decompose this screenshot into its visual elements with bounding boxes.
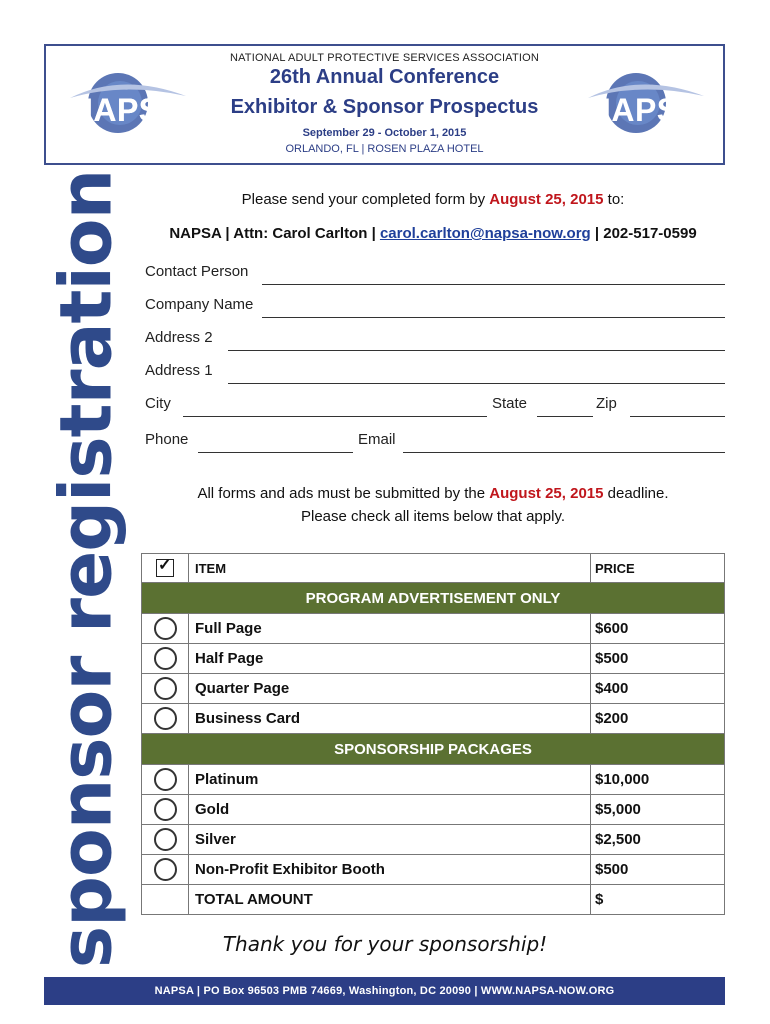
send-instructions	[141, 191, 725, 208]
total-row	[142, 885, 725, 915]
send-prefix: Please send your completed form by	[241, 191, 490, 208]
footer-bar: NAPSA | PO Box 96503 PMB 74669, Washington, DC 20090 | WWW.NAPSA-NOW.ORG	[44, 977, 725, 1005]
item-name: Silver	[189, 825, 591, 855]
item-name: Gold	[189, 795, 591, 825]
contact-email-link[interactable]: carol.carlton@napsa-now.org	[379, 225, 591, 242]
zip-label: Zip	[596, 395, 617, 412]
item-price: $200	[591, 704, 725, 734]
radio-circle-icon[interactable]	[154, 828, 177, 851]
price-column-header: PRICE	[591, 554, 725, 583]
address1-field[interactable]	[228, 383, 725, 384]
company-name-label: Company Name	[145, 296, 254, 313]
conference-header	[44, 44, 725, 165]
radio-circle-icon[interactable]	[154, 677, 177, 700]
item-name: Quarter Page	[189, 674, 591, 704]
table-row	[142, 614, 725, 644]
phone-field[interactable]	[198, 452, 353, 453]
deadline-prefix: All forms and ads must be submitted by the	[197, 485, 490, 502]
conference-dates: September 29 - October 1, 2015	[302, 127, 467, 139]
radio-circle-icon[interactable]	[154, 798, 177, 821]
section-band-sponsorship	[142, 734, 725, 765]
table-row	[142, 704, 725, 734]
item-price: $400	[591, 674, 725, 704]
logo-text: NAPSA	[587, 92, 703, 128]
radio-circle-icon[interactable]	[154, 768, 177, 791]
phone-label: Phone	[145, 431, 189, 448]
city-field[interactable]	[183, 416, 487, 417]
check-instructions: Please check all items below that apply.	[300, 508, 566, 525]
conference-venue: ORLANDO, FL | ROSEN PLAZA HOTEL	[285, 143, 484, 155]
state-label: State	[492, 395, 528, 412]
email-field[interactable]	[403, 452, 725, 453]
state-field[interactable]	[537, 416, 593, 417]
deadline-date: August 25, 2015	[489, 485, 604, 502]
section-band-ads	[142, 583, 725, 614]
item-name: Platinum	[189, 765, 591, 795]
item-column-header: ITEM	[189, 554, 591, 583]
item-name: Full Page	[189, 614, 591, 644]
deadline-note	[141, 485, 725, 502]
items-table	[141, 553, 725, 915]
contact-person-label: Contact Person	[145, 263, 249, 280]
section-title: PROGRAM ADVERTISEMENT ONLY	[142, 583, 725, 614]
city-label: City	[145, 395, 171, 412]
side-title-text: sponsor registration	[44, 169, 128, 969]
item-price: $5,000	[591, 795, 725, 825]
item-price: $500	[591, 855, 725, 885]
conference-title: 26th Annual Conference	[269, 66, 500, 88]
send-suffix: to:	[603, 191, 625, 208]
company-name-field[interactable]	[262, 317, 725, 318]
check-column-header	[142, 554, 189, 583]
table-row	[142, 644, 725, 674]
zip-field[interactable]	[630, 416, 725, 417]
table-row	[142, 765, 725, 795]
item-name: Half Page	[189, 644, 591, 674]
thank-you-message: Thank you for your sponsorship!	[222, 932, 548, 956]
total-amount-field[interactable]: $	[591, 885, 725, 915]
contact-person-field[interactable]	[262, 284, 725, 285]
email-label: Email	[358, 431, 396, 448]
table-row	[142, 795, 725, 825]
table-row	[142, 825, 725, 855]
contact-prefix: NAPSA | Attn: Carol Carlton |	[169, 225, 380, 242]
item-name: Non-Profit Exhibitor Booth	[189, 855, 591, 885]
item-price: $500	[591, 644, 725, 674]
side-title	[44, 169, 128, 969]
item-price: $10,000	[591, 765, 725, 795]
radio-circle-icon[interactable]	[154, 617, 177, 640]
total-label: TOTAL AMOUNT	[189, 885, 591, 915]
checkbox-checked-icon: ✓	[156, 559, 174, 577]
prospectus-title: Exhibitor & Sponsor Prospectus	[230, 96, 539, 118]
deadline-suffix: deadline.	[603, 485, 669, 502]
radio-circle-icon[interactable]	[154, 707, 177, 730]
association-name: NATIONAL ADULT PROTECTIVE SERVICES ASSOCIATION	[229, 52, 540, 64]
table-row	[142, 674, 725, 704]
address2-field[interactable]	[228, 350, 725, 351]
section-title: SPONSORSHIP PACKAGES	[142, 734, 725, 765]
item-price: $2,500	[591, 825, 725, 855]
napsa-logo-right	[580, 70, 710, 140]
table-row	[142, 855, 725, 885]
item-name: Business Card	[189, 704, 591, 734]
logo-text: NAPSA	[69, 92, 185, 128]
napsa-logo-left	[62, 70, 192, 140]
send-deadline-date: August 25, 2015	[489, 191, 604, 208]
address2-label: Address 2	[145, 329, 213, 346]
contact-suffix: | 202-517-0599	[590, 225, 697, 242]
item-price: $600	[591, 614, 725, 644]
contact-line	[141, 225, 725, 242]
radio-circle-icon[interactable]	[154, 858, 177, 881]
address1-label: Address 1	[145, 362, 213, 379]
table-header-row	[142, 554, 725, 583]
radio-circle-icon[interactable]	[154, 647, 177, 670]
